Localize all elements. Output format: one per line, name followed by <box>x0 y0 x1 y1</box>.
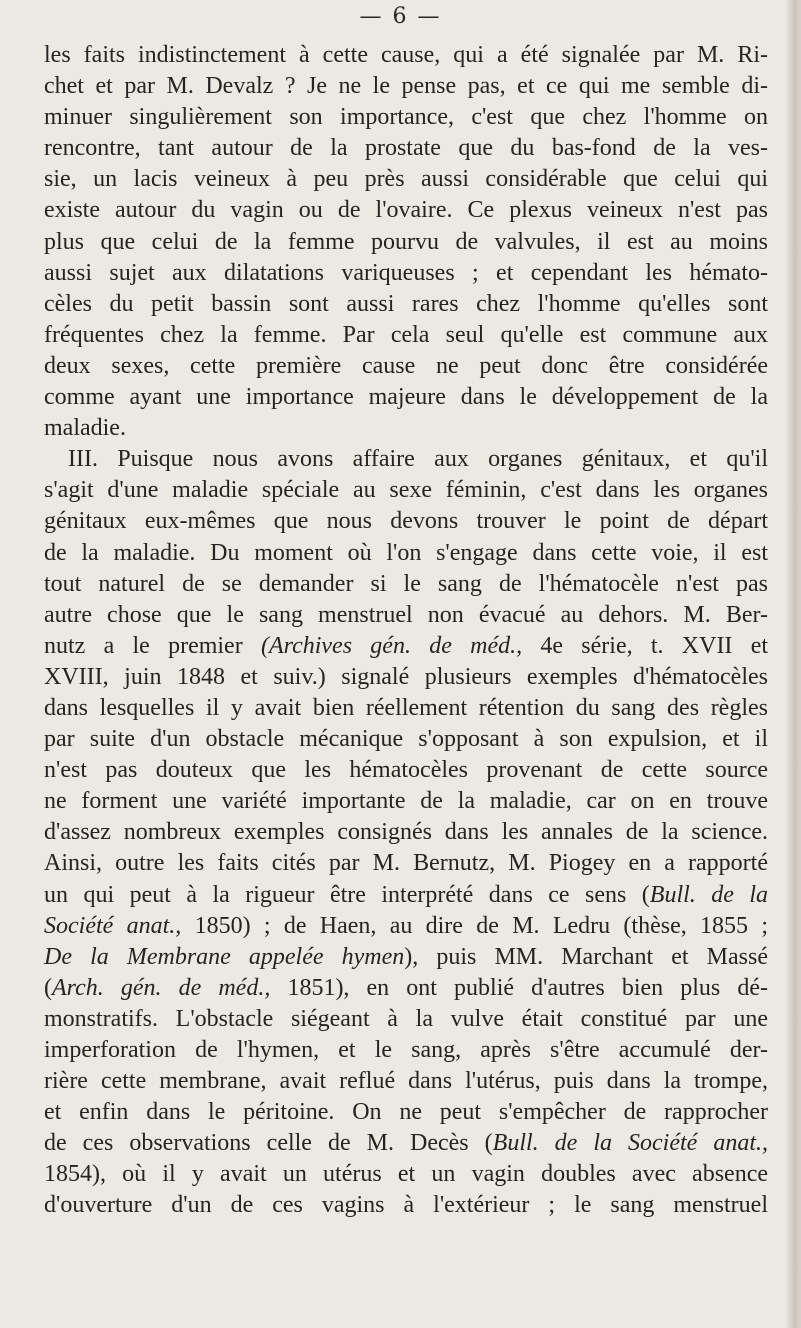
text-line: XVIII, juin 1848 et suiv.) signalé plusieurs exemples d'hématocèles <box>44 663 768 690</box>
text-line <box>44 911 768 942</box>
page-number: — 6 — <box>359 4 442 29</box>
text-line: fréquentes chez la femme. Par cela seul qu'elle est commune aux <box>44 321 768 348</box>
text-line: plus que celui de la femme pourvu de valvules, il est au moins <box>44 228 768 255</box>
text-line: génitaux eux-mêmes que nous devons trouver le point de départ <box>44 508 768 535</box>
text-line: chet et par M. Devalz ? Je ne le pense pas, et ce qui me semble di- <box>44 73 768 100</box>
text-fragment: un qui peut à la rigueur être interprété dans ce sens ( <box>44 881 650 908</box>
text-line: imperforation de l'hymen, et le sang, après s'être accumulé der- <box>44 1037 768 1063</box>
text-line: autre chose que le sang menstruel non évacué au dehors. M. Ber- <box>44 601 768 628</box>
text-line: de la maladie. Du moment où l'on s'engage dans cette voie, il est <box>44 539 768 566</box>
text-line: maladie. <box>44 415 126 442</box>
text-fragment: ( <box>44 974 52 1001</box>
text-line: Ainsi, outre les faits cités par M. Bernutz, M. Piogey en a rapporté <box>44 850 768 877</box>
body-text <box>44 40 768 1222</box>
citation-italic: Société anat., <box>44 912 182 939</box>
text-line: aussi sujet aux dilatations variqueuses ; et cependant les hémato- <box>44 259 768 286</box>
citation-italic: Arch. gén. de méd., <box>52 974 271 1001</box>
text-line: ne forment une variété importante de la maladie, car on en trouve <box>44 788 768 815</box>
text-fragment: ), puis MM. Marchant et Massé <box>404 943 769 970</box>
text-line <box>44 880 768 911</box>
text-line <box>44 973 768 1004</box>
text-line: rière cette membrane, avait reflué dans l'utérus, puis dans la trompe, <box>44 1068 768 1095</box>
text-fragment: 1850) ; de Haen, au dire de M. Ledru (thèse, 1855 ; <box>194 912 768 939</box>
text-line: d'assez nombreux exemples consignés dans les annales de la science. <box>44 819 768 846</box>
text-line: III. Puisque nous avons affaire aux organes génitaux, et qu'il <box>68 446 768 473</box>
text-line: minuer singulièrement son importance, c'est que chez l'homme on <box>44 104 768 131</box>
text-line: par suite d'un obstacle mécanique s'opposant à son expulsion, et il <box>44 726 768 753</box>
text-line: comme ayant une importance majeure dans le développement de la <box>44 384 768 411</box>
text-line: sie, un lacis veineux à peu près aussi considérable que celui qui <box>44 166 768 193</box>
text-line: existe autour du vagin ou de l'ovaire. Ce plexus veineux n'est pas <box>44 197 768 224</box>
text-line <box>44 942 768 973</box>
citation-italic: Bull. de la <box>649 881 769 908</box>
text-line: d'ouverture d'un de ces vagins à l'extérieur ; le sang menstruel <box>44 1192 768 1219</box>
text-fragment: de ces observations celle de M. Decès ( <box>44 1130 493 1157</box>
citation-italic: De la Membrane appelée hymen <box>44 943 405 970</box>
text-line: tout naturel de se demander si le sang de l'hématocèle n'est pas <box>44 570 768 597</box>
text-line <box>44 1128 768 1159</box>
text-line: 1854), où il y avait un utérus et un vagin doubles avec absence <box>44 1161 768 1188</box>
text-line: n'est pas douteux que les hématocèles provenant de cette source <box>44 757 768 784</box>
text-line: s'agit d'une maladie spéciale au sexe féminin, c'est dans les organes <box>44 477 768 504</box>
text-fragment: nutz a le premier <box>44 632 243 659</box>
text-line: monstratifs. L'obstacle siégeant à la vulve était constitué par une <box>44 1005 768 1032</box>
text-fragment: 4e série, t. XVII et <box>540 632 769 659</box>
text-line: et enfin dans le péritoine. On ne peut s'empêcher de rapprocher <box>44 1099 768 1126</box>
text-line: cèles du petit bassin sont aussi rares chez l'homme qu'elles sont <box>44 290 768 317</box>
text-line: les faits indistinctement à cette cause, qui a été signalée par M. Ri- <box>44 42 768 68</box>
page-edge-shadow <box>785 0 801 1328</box>
text-fragment: 1851), en ont publié d'autres bien plus dé- <box>287 974 768 1001</box>
citation-italic: (Archives gén. de méd., <box>260 632 523 659</box>
text-line: dans lesquelles il y avait bien réellement rétention du sang des règles <box>44 694 768 721</box>
text-line <box>44 631 768 662</box>
citation-italic: Bull. de la Société anat., <box>492 1130 769 1157</box>
text-line: deux sexes, cette première cause ne peut donc être considérée <box>44 352 768 379</box>
text-line: rencontre, tant autour de la prostate que du bas-fond de la ves- <box>44 135 768 162</box>
